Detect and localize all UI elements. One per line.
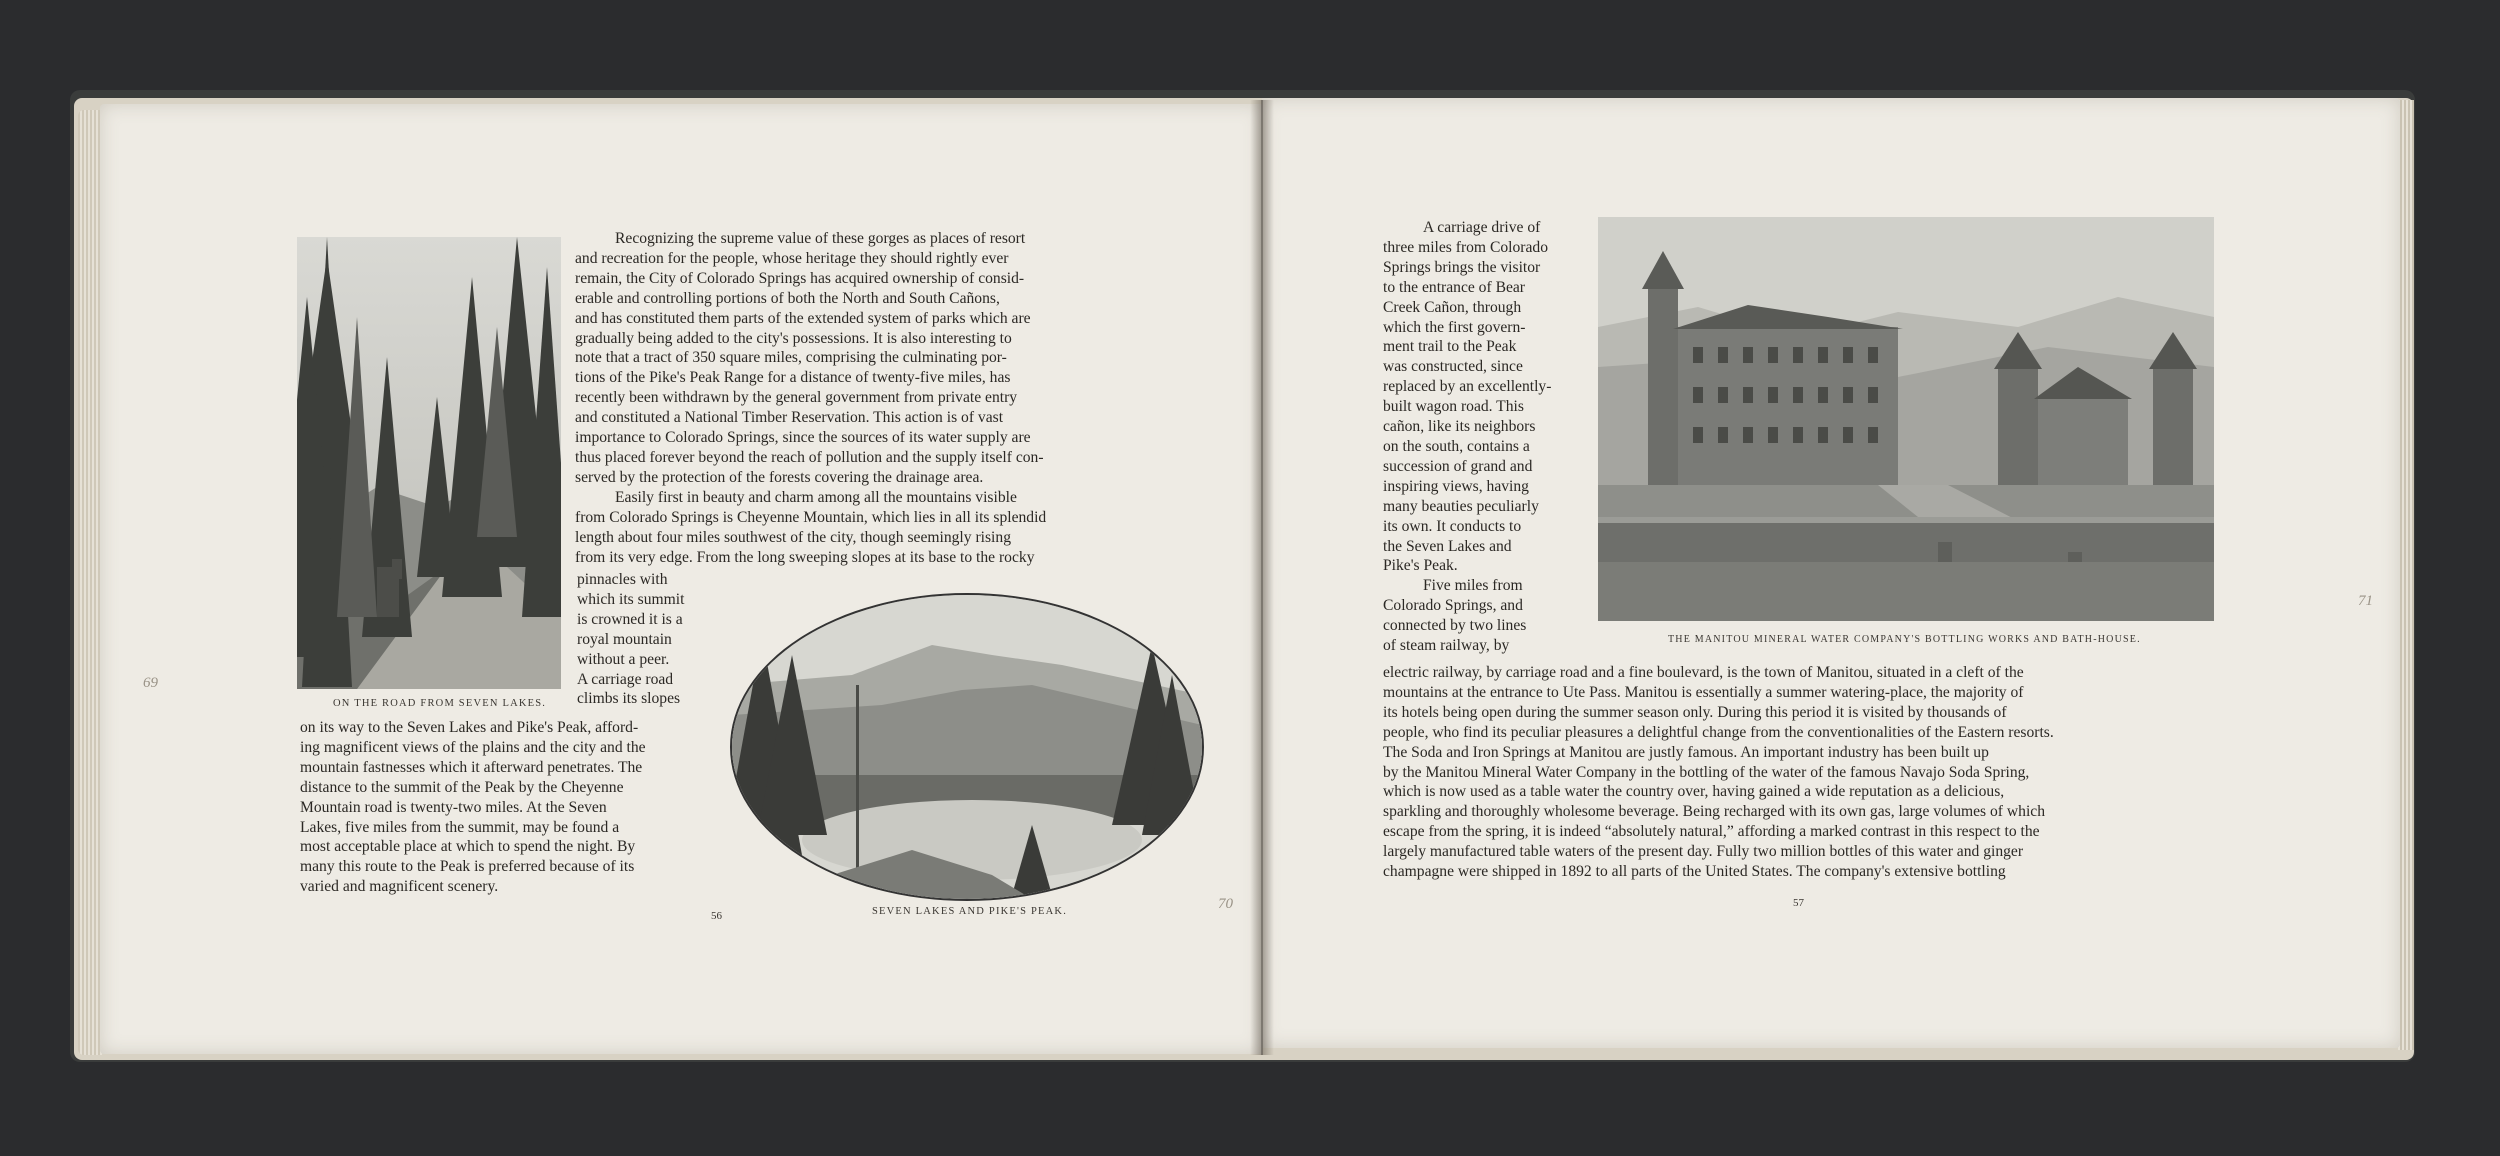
text-line: from its very edge. From the long sweeping slopes at its base to the rocky xyxy=(575,548,1035,566)
text-line: to the entrance of Bear xyxy=(1383,278,1526,296)
building-illustration xyxy=(1598,217,2214,621)
pencil-note-bottom-left: 70 xyxy=(1218,896,1233,912)
text-line: Five miles from xyxy=(1423,577,1523,595)
text-line: and constituted a National Timber Reservation. This action is of vast xyxy=(575,409,1004,427)
text-line: which the first govern- xyxy=(1383,318,1526,336)
text-line: distance to the summit of the Peak by the Cheyenne xyxy=(300,778,624,796)
text-line: Lakes, five miles from the summit, may be found a xyxy=(300,818,620,836)
text-line: erable and controlling portions of both the North and South Cañons, xyxy=(575,289,1000,307)
text-line: people, who find its peculiar pleasures a delightful change from the conventionalities of the Eastern resorts. xyxy=(1383,723,2054,741)
text-line: The Soda and Iron Springs at Manitou are justly famous. An important industry has been built up xyxy=(1383,743,1989,761)
text-line: champagne were shipped in 1892 to all parts of the United States. The company's extensive bottling xyxy=(1383,863,2006,881)
page-number-right: 57 xyxy=(1793,897,1804,909)
lake-illustration xyxy=(732,595,1202,899)
text-line: ment trail to the Peak xyxy=(1383,338,1517,356)
text-line: which its summit xyxy=(577,590,685,608)
margin-pencil-note-left: 69 xyxy=(143,675,158,691)
text-line: A carriage road xyxy=(577,670,674,688)
book-gutter xyxy=(1250,100,1274,1055)
text-line: length about four miles southwest of the city, though seemingly rising xyxy=(575,528,1011,546)
text-line: Springs brings the visitor xyxy=(1383,258,1541,276)
text-line: varied and magnificent scenery. xyxy=(300,878,499,896)
right-narrow-column xyxy=(1383,218,1574,656)
text-line: which is now used as a table water the country over, having gained a wide reputation as a delicious, xyxy=(1383,783,2005,801)
text-line: largely manufactured table waters of the present day. Fully two million bottles of this water and ginger xyxy=(1383,843,2024,861)
text-line: Pike's Peak. xyxy=(1383,557,1458,575)
page-edges-left xyxy=(78,110,102,1055)
text-line: from Colorado Springs is Cheyenne Mountain, which lies in all its splendid xyxy=(575,508,1047,526)
text-line: Colorado Springs, and xyxy=(1383,597,1523,615)
text-line: and has constituted them parts of the extended system of parks which are xyxy=(575,309,1031,327)
left-bottom-paragraph xyxy=(300,718,717,897)
text-line: by the Manitou Mineral Water Company in the bottling of the water of the famous Navajo Soda Spring, xyxy=(1383,763,2030,781)
text-line: on its way to the Seven Lakes and Pike's Peak, afford- xyxy=(300,719,639,736)
text-line: sparkling and thoroughly wholesome beverage. Being recharged with its own gas, large volumes of which xyxy=(1383,803,2046,821)
text-line: electric railway, by carriage road and a fine boulevard, is the town of Manitou, situated in a cleft of the xyxy=(1383,664,2024,681)
text-line: escape from the spring, it is indeed “absolutely natural,” affording a marked contrast in this respect to the xyxy=(1383,823,2040,841)
text-line: three miles from Colorado xyxy=(1383,238,1548,256)
text-line: and recreation for the people, whose heritage they should rightly ever xyxy=(575,249,1009,267)
photo-seven-lakes-oval xyxy=(730,593,1204,901)
photo2-caption: SEVEN LAKES AND PIKE'S PEAK. xyxy=(872,906,1068,917)
left-top-paragraphs xyxy=(575,229,1130,567)
text-line: of steam railway, by xyxy=(1383,637,1510,655)
text-line: thus placed forever beyond the reach of pollution and the supply itself con- xyxy=(575,448,1044,466)
text-line: importance to Colorado Springs, since the sources of its water supply are xyxy=(575,429,1031,447)
text-line: is crowned it is a xyxy=(577,610,683,628)
text-line: cañon, like its neighbors xyxy=(1383,418,1536,436)
text-line: A carriage drive of xyxy=(1423,219,1541,236)
text-line: climbs its slopes xyxy=(577,690,681,708)
left-narrow-column xyxy=(577,570,717,709)
text-line: succession of grand and xyxy=(1383,457,1533,475)
text-line: many this route to the Peak is preferred because of its xyxy=(300,858,635,876)
text-line: served by the protection of the forests covering the drainage area. xyxy=(575,468,984,486)
text-line: Easily first in beauty and charm among all the mountains visible xyxy=(615,488,1017,506)
text-line: recently been withdrawn by the general government from private entry xyxy=(575,389,1018,407)
text-line: royal mountain xyxy=(577,630,672,648)
text-line: Mountain road is twenty-two miles. At the Seven xyxy=(300,798,607,816)
text-line: inspiring views, having xyxy=(1383,477,1529,495)
photo-manitou-bottling-works xyxy=(1598,217,2214,621)
photo-road-from-seven-lakes xyxy=(297,237,561,689)
text-line: mountain fastnesses which it afterward penetrates. The xyxy=(300,758,643,776)
photo1-caption: ON THE ROAD FROM SEVEN LAKES. xyxy=(333,698,547,709)
text-line: most acceptable place at which to spend the night. By xyxy=(300,838,636,856)
text-line: the Seven Lakes and xyxy=(1383,537,1512,555)
text-line: pinnacles with xyxy=(577,571,668,588)
text-line: without a peer. xyxy=(577,650,670,668)
text-line: many beauties peculiarly xyxy=(1383,497,1539,515)
text-line: replaced by an excellently- xyxy=(1383,378,1552,396)
page-edges-right xyxy=(2398,100,2414,1050)
text-line: was constructed, since xyxy=(1383,358,1523,376)
right-wide-paragraph xyxy=(1383,663,2218,882)
text-line: Recognizing the supreme value of these gorges as places of resort xyxy=(615,230,1026,247)
text-line: its hotels being open during the summer season only. During this period it is visited by thousands of xyxy=(1383,703,2007,721)
text-line: tions of the Pike's Peak Range for a distance of twenty-five miles, has xyxy=(575,369,1011,387)
text-line: on the south, contains a xyxy=(1383,437,1530,455)
text-line: Creek Cañon, through xyxy=(1383,298,1522,316)
text-line: remain, the City of Colorado Springs has acquired ownership of consid- xyxy=(575,269,1025,287)
text-line: built wagon road. This xyxy=(1383,398,1524,416)
text-line: connected by two lines xyxy=(1383,617,1527,635)
forest-road-illustration xyxy=(297,237,561,689)
margin-pencil-note-right: 71 xyxy=(2358,593,2373,609)
text-line: mountains at the entrance to Ute Pass. Manitou is essentially a summer watering-place, the majority of xyxy=(1383,683,2024,701)
text-line: its own. It conducts to xyxy=(1383,517,1522,535)
text-line: ing magnificent views of the plains and the city and the xyxy=(300,738,646,756)
text-line: gradually being added to the city's possessions. It is also interesting to xyxy=(575,329,1012,347)
text-line: note that a tract of 350 square miles, comprising the culminating por- xyxy=(575,349,1007,367)
photo-caption-right: THE MANITOU MINERAL WATER COMPANY'S BOTTLING WORKS AND BATH-HOUSE. xyxy=(1668,634,2141,645)
page-number-left: 56 xyxy=(711,910,722,922)
